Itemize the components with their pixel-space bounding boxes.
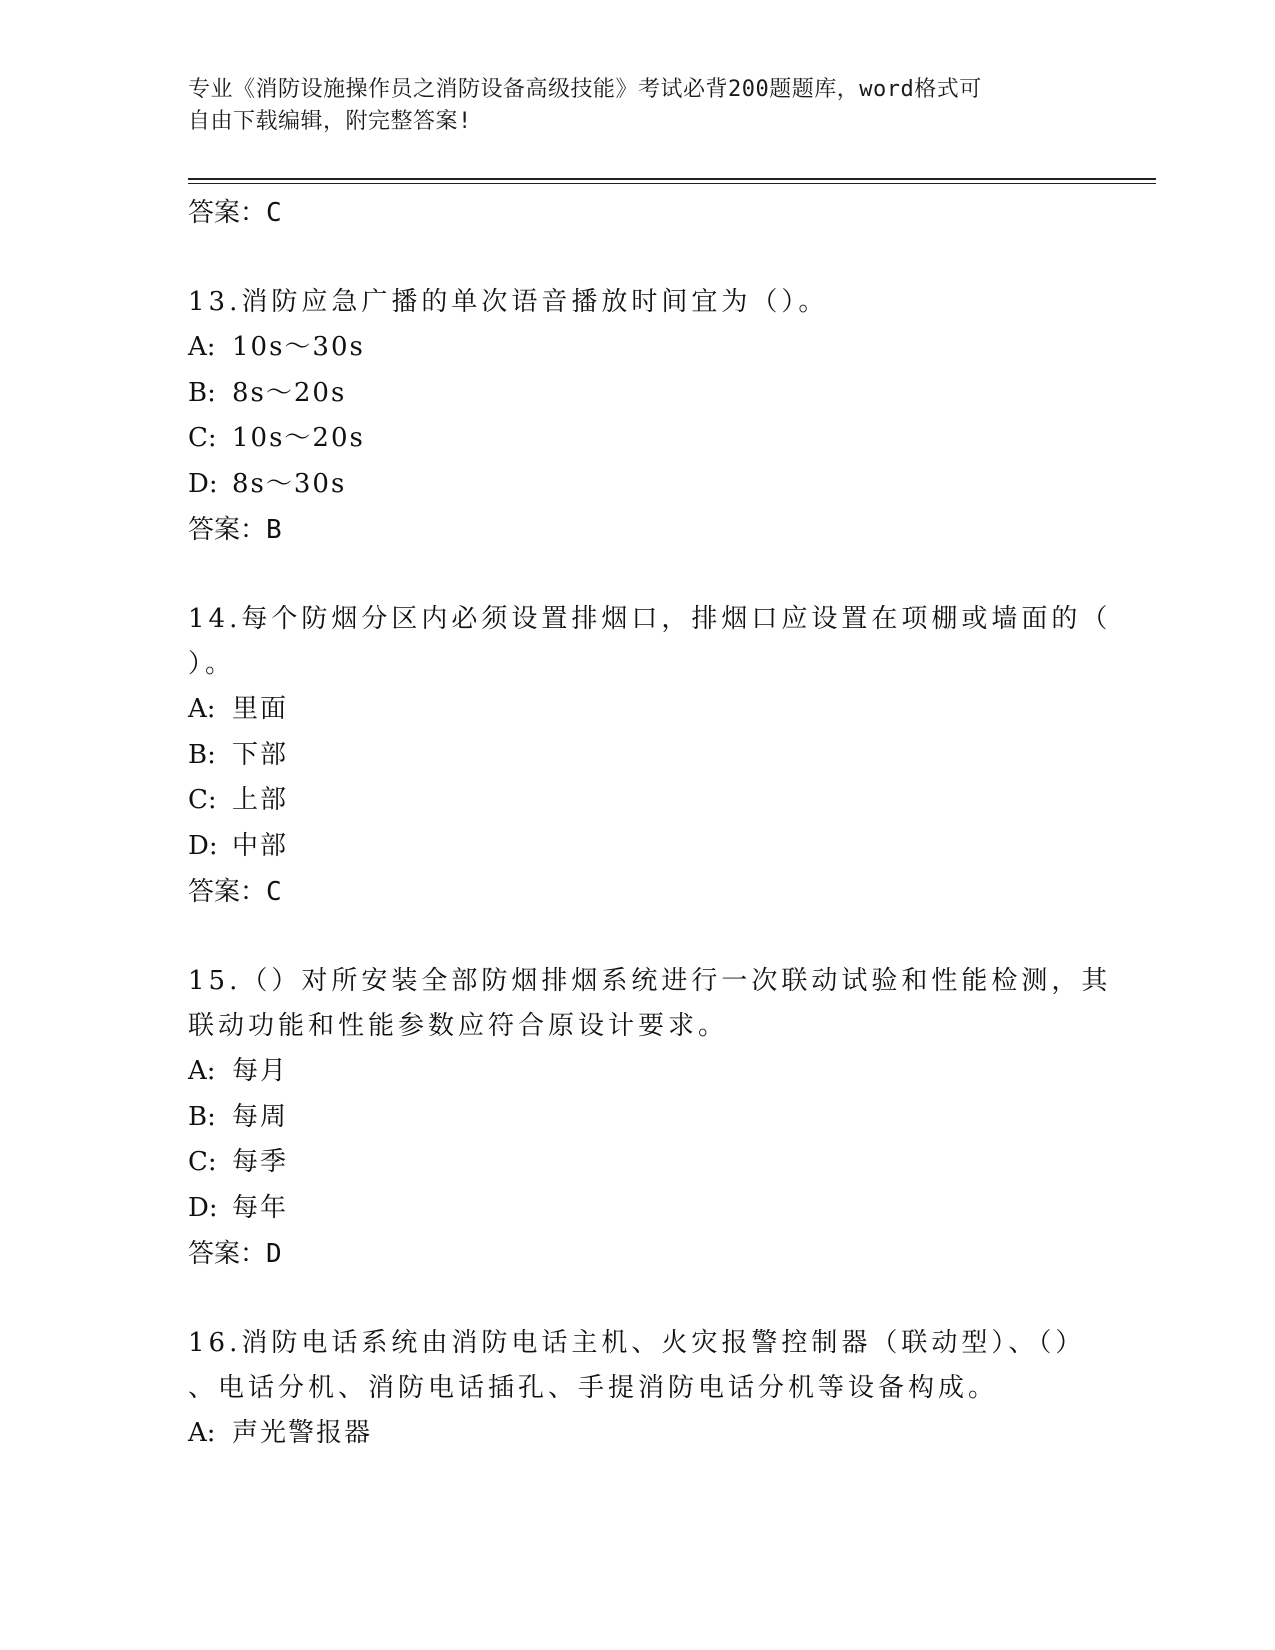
question-13 — [188, 280, 1088, 553]
option-letter: A: — [188, 332, 216, 362]
answer-line: 答案：C — [188, 877, 282, 907]
question-text: 14.每个防烟分区内必须设置排烟口，排烟口应设置在项棚或墙面的（ — [188, 604, 1112, 634]
option-b — [188, 1095, 1088, 1141]
question-text: 16.消防电话系统由消防电话主机、火灾报警控制器（联动型）、（） — [188, 1328, 1086, 1358]
question-text-continued: 联动功能和性能参数应符合原设计要求。 — [188, 1011, 729, 1041]
option-text: 上部 — [232, 785, 289, 815]
option-a — [188, 1049, 1088, 1095]
option-text: 10s～20s — [232, 423, 365, 453]
question-list — [188, 190, 1112, 1457]
answer-line: 答案：B — [188, 515, 282, 545]
header-divider-thick — [188, 178, 1156, 180]
header-divider-thin — [188, 183, 1156, 184]
option-text: 8s～20s — [232, 377, 347, 408]
option-c — [188, 1140, 1088, 1186]
option-b — [188, 371, 1088, 417]
header-line-1: 专业《消防设施操作员之消防设备高级技能》考试必背200题题库，word格式可 — [188, 77, 982, 102]
option-text: 下部 — [232, 739, 289, 770]
option-c — [188, 778, 1088, 824]
option-b — [188, 733, 1088, 779]
question-text-continued: 、电话分机、消防电话插孔、手提消防电话分机等设备构成。 — [188, 1373, 999, 1403]
option-text: 每季 — [232, 1147, 289, 1177]
option-text: 中部 — [232, 830, 289, 861]
question-text: 13.消防应急广播的单次语音播放时间宜为（）。 — [188, 287, 829, 317]
option-text: 每周 — [232, 1101, 289, 1132]
option-text: 声光警报器 — [232, 1418, 373, 1448]
option-letter: D: — [188, 830, 218, 861]
option-a — [188, 325, 1088, 371]
option-letter: A: — [188, 694, 216, 724]
option-text: 每年 — [232, 1192, 289, 1223]
option-letter: D: — [188, 1192, 218, 1223]
question-15 — [188, 959, 1112, 1277]
option-letter: C: — [188, 785, 217, 815]
option-text: 每月 — [232, 1056, 289, 1086]
option-text: 10s～30s — [232, 332, 365, 362]
document-header — [188, 74, 1088, 138]
header-line-2: 自由下载编辑，附完整答案! — [188, 109, 472, 134]
question-text: 15.（）对所安装全部防烟排烟系统进行一次联动试验和性能检测，其 — [188, 966, 1112, 996]
option-d — [188, 824, 1088, 870]
option-text: 里面 — [232, 694, 289, 724]
option-letter: A: — [188, 1056, 216, 1086]
question-text-continued: ）。 — [188, 649, 236, 679]
option-a — [188, 1411, 1088, 1457]
option-text: 8s～30s — [232, 468, 347, 499]
option-letter: C: — [188, 1147, 217, 1177]
previous-answer: 答案：C — [188, 198, 282, 228]
option-letter: B: — [188, 1101, 216, 1132]
question-14 — [188, 597, 1112, 915]
option-letter: C: — [188, 423, 217, 453]
option-d — [188, 1186, 1088, 1232]
option-letter: D: — [188, 468, 218, 499]
option-d — [188, 462, 1088, 508]
option-a — [188, 687, 1088, 733]
option-letter: B: — [188, 739, 216, 770]
answer-line: 答案：D — [188, 1239, 282, 1269]
option-letter: B: — [188, 377, 216, 408]
question-16 — [188, 1321, 1088, 1457]
option-c — [188, 416, 1088, 462]
option-letter: A: — [188, 1418, 216, 1448]
